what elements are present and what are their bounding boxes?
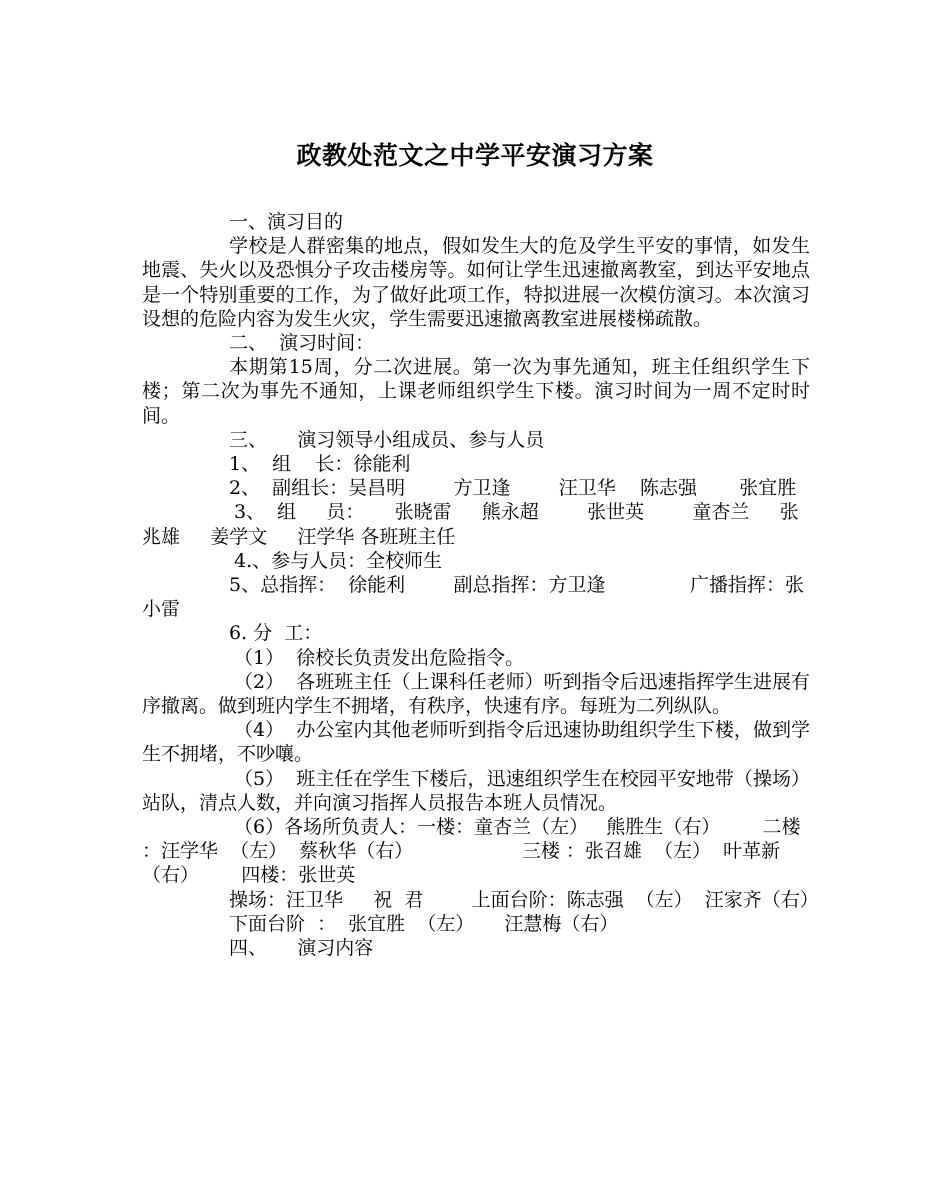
- division-item-6: （6）各场所负责人：一楼：童杏兰（左） 熊胜生（右） 二楼 ：汪学华 （左） 蔡秋华（右） 三楼 ：张召雄 （左） 叶革新（右） 四楼：张世英: [142, 816, 807, 887]
- document-title: 政教处范文之中学平安演习方案: [296, 141, 654, 170]
- list-item-division-heading: 6. 分 工：: [229, 622, 323, 645]
- section-heading-members: 三、 演习领导小组成员、参与人员: [229, 428, 545, 451]
- list-item-deputy-leader: 2、 副组长：吴昌明 方卫逢 汪卫华 陈志强 张宜胜: [229, 477, 797, 500]
- division-item-5: （5） 班主任在学生下楼后，迅速组织学生在校园平安地带（操场）站队，清点人数，并向演习指挥人员报告本班人员情况。: [142, 767, 810, 814]
- list-item-members: 3、 组 员： 张晓雷 熊永超 张世英 童杏兰 张兆雄 姜学文 汪学华 各班班主任: [142, 501, 799, 548]
- division-item-4: （4） 办公室内其他老师听到指令后迅速协助组织学生下楼，做到学生不拥堵，不吵嚷。: [142, 719, 810, 766]
- list-item-commanders: 5、总指挥： 徐能利 副总指挥：方卫逢 广播指挥：张小雷: [142, 574, 805, 621]
- paragraph-purpose: 学校是人群密集的地点，假如发生大的危及学生平安的事情，如发生地震、失火以及恐惧分子攻击楼房等。如何让学生迅速撤离教室，到达平安地点是一个特别重要的工作，为了做好此项工作，特拟进展一次模仿演习。本次演习设想的危险内容为发生火灾，学生需要迅速撤离教室进展楼梯疏散。: [142, 235, 810, 330]
- section-heading-content: 四、 演习内容: [229, 937, 374, 960]
- division-item-6-lower-steps: 下面台阶 ： 张宜胜 （左） 汪慧梅（右）: [229, 912, 619, 935]
- section-heading-purpose: 一、演习目的: [229, 211, 344, 233]
- document-body: [142, 210, 819, 960]
- division-item-6-playground: 操场：汪卫华 祝 君 上面台阶：陈志强 （左） 汪家齐（右）: [229, 888, 819, 911]
- list-item-participants: 4.、参与人员：全校师生: [234, 549, 443, 572]
- division-item-1: （1） 徐校长负责发出危险指令。: [234, 646, 525, 669]
- paragraph-time: 本期第15周，分二次进展。第一次为事先通知，班主任组织学生下楼；第二次为事先不通知，上课老师组织学生下楼。演习时间为一周不定时时间。: [142, 356, 810, 427]
- section-heading-time: 二、 演习时间：: [229, 332, 375, 355]
- list-item-leader: 1、 组 长：徐能利: [229, 453, 411, 476]
- division-item-2: （2） 各班班主任（上课科任老师）听到指令后迅速指挥学生进展有序撤离。做到班内学生不拥堵，有秩序，快速有序。每班为二列纵队。: [142, 670, 810, 718]
